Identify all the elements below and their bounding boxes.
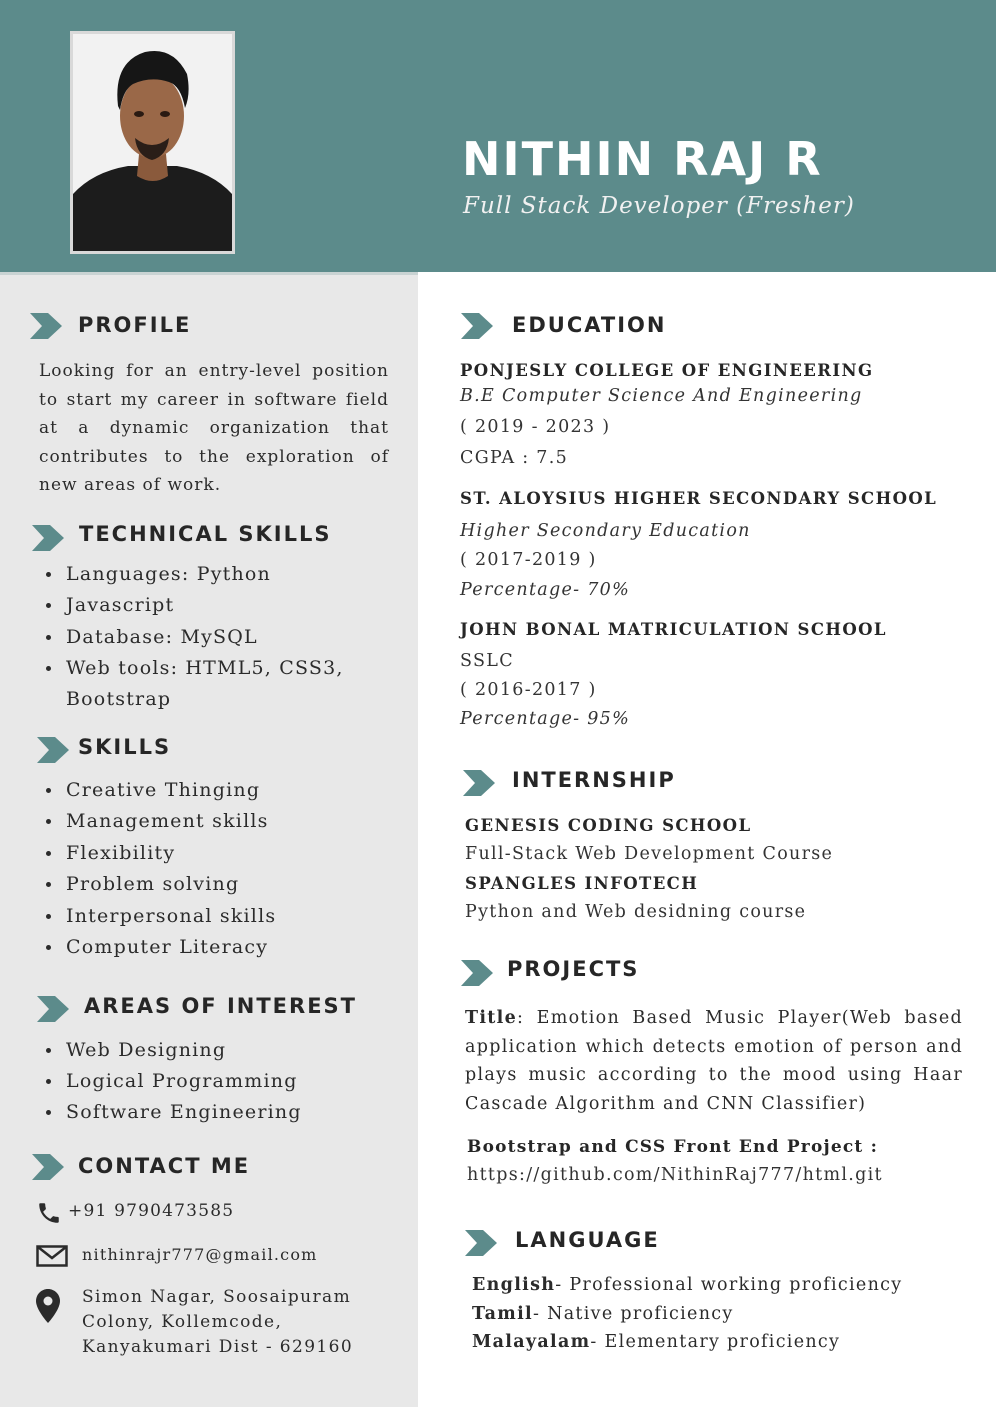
list-item: Problem solving: [40, 869, 370, 900]
education-years: ( 2019 - 2023 ): [460, 417, 611, 437]
language-level: - Professional working proficiency: [555, 1275, 903, 1295]
list-item: Logical Programming: [40, 1066, 370, 1097]
contact-email: nithinrajr777@gmail.com: [82, 1245, 318, 1264]
phone-icon: [36, 1200, 62, 1226]
list-item: Interpersonal skills: [40, 901, 370, 932]
internship-course: Python and Web desidning course: [465, 902, 807, 922]
interests-list: [40, 1035, 370, 1128]
email-icon: [36, 1245, 68, 1267]
internship-org: SPANGLES INFOTECH: [465, 874, 699, 893]
project-description: [465, 1004, 963, 1118]
list-item: Database: MySQL: [40, 622, 370, 653]
education-score: Percentage- 70%: [460, 580, 631, 600]
profile-text: Looking for an entry-level position to start my career in software field at a dynamic organization that contributes to the exploration of new areas of work.: [39, 361, 389, 496]
language-name: Tamil: [472, 1304, 533, 1324]
language-entry: [472, 1332, 840, 1352]
section-arrow-icon: [32, 1154, 64, 1180]
contact-address: [82, 1285, 353, 1360]
education-degree: Higher Secondary Education: [460, 521, 751, 541]
interests-heading: AREAS OF INTEREST: [84, 994, 357, 1018]
section-arrow-icon: [37, 996, 69, 1022]
technical-skills-heading: TECHNICAL SKILLS: [79, 522, 332, 546]
profile-photo: [70, 31, 235, 254]
education-school: ST. ALOYSIUS HIGHER SECONDARY SCHOOL: [460, 489, 938, 508]
section-arrow-icon: [465, 1230, 497, 1256]
list-item: Web Designing: [40, 1035, 370, 1066]
list-item: Software Engineering: [40, 1097, 370, 1128]
education-score: CGPA : 7.5: [460, 448, 569, 468]
list-item: Flexibility: [40, 838, 370, 869]
skills-heading: SKILLS: [78, 735, 172, 759]
list-item: Management skills: [40, 806, 370, 837]
projects-heading: PROJECTS: [507, 957, 640, 981]
list-item: Languages: Python: [40, 559, 370, 590]
language-name: Malayalam: [472, 1332, 591, 1352]
education-school: JOHN BONAL MATRICULATION SCHOOL: [460, 620, 887, 639]
section-arrow-icon: [30, 313, 62, 339]
language-level: - Native proficiency: [533, 1304, 734, 1324]
address-line: Kanyakumari Dist - 629160: [82, 1337, 354, 1357]
list-item: Web tools: HTML5, CSS3, Bootstrap: [40, 653, 370, 716]
address-line: Simon Nagar, Soosaipuram: [82, 1287, 352, 1307]
project-title-label: Title: [465, 1008, 518, 1028]
list-item: Javascript: [40, 590, 370, 621]
avatar-portrait: [73, 34, 232, 251]
language-entry: [472, 1275, 902, 1295]
section-arrow-icon: [37, 737, 69, 763]
education-degree: SSLC: [460, 651, 514, 671]
section-arrow-icon: [463, 770, 495, 796]
language-level: - Elementary proficiency: [590, 1332, 841, 1352]
profile-heading: PROFILE: [78, 313, 192, 337]
skills-list: [40, 775, 370, 963]
list-item: Creative Thinging: [40, 775, 370, 806]
section-arrow-icon: [461, 313, 493, 339]
project-title-text: : Emotion Based Music Player(Web based application which detects emotion of person and plays music according to the mood using Haar Cascade Algorithm and CNN Classifier): [465, 1008, 963, 1114]
left-panel-divider: [0, 272, 418, 275]
education-years: ( 2017-2019 ): [460, 550, 597, 570]
language-name: English: [472, 1275, 556, 1295]
address-line: Colony, Kollemcode,: [82, 1312, 283, 1332]
candidate-title: Full Stack Developer (Fresher): [463, 193, 855, 219]
internship-course: Full-Stack Web Development Course: [465, 844, 834, 864]
contact-heading: CONTACT ME: [78, 1154, 251, 1178]
section-arrow-icon: [32, 525, 64, 551]
education-heading: EDUCATION: [512, 313, 667, 337]
contact-phone: +91 9790473585: [68, 1201, 235, 1221]
technical-skills-list: [40, 559, 370, 715]
language-entry: [472, 1304, 734, 1324]
location-icon: [36, 1289, 60, 1323]
internship-org: GENESIS CODING SCHOOL: [465, 816, 752, 835]
project-github-link[interactable]: https://github.com/NithinRaj777/html.git: [467, 1165, 883, 1185]
language-heading: LANGUAGE: [515, 1228, 660, 1252]
section-arrow-icon: [461, 960, 493, 986]
education-years: ( 2016-2017 ): [460, 680, 597, 700]
project-second-label: Bootstrap and CSS Front End Project :: [467, 1137, 879, 1157]
education-school: PONJESLY COLLEGE OF ENGINEERING: [460, 361, 874, 380]
education-score: Percentage- 95%: [460, 709, 631, 729]
list-item: Computer Literacy: [40, 932, 370, 963]
internship-heading: INTERNSHIP: [512, 768, 676, 792]
education-degree: B.E Computer Science And Engineering: [460, 386, 863, 406]
candidate-name: NITHIN RAJ R: [462, 132, 823, 186]
